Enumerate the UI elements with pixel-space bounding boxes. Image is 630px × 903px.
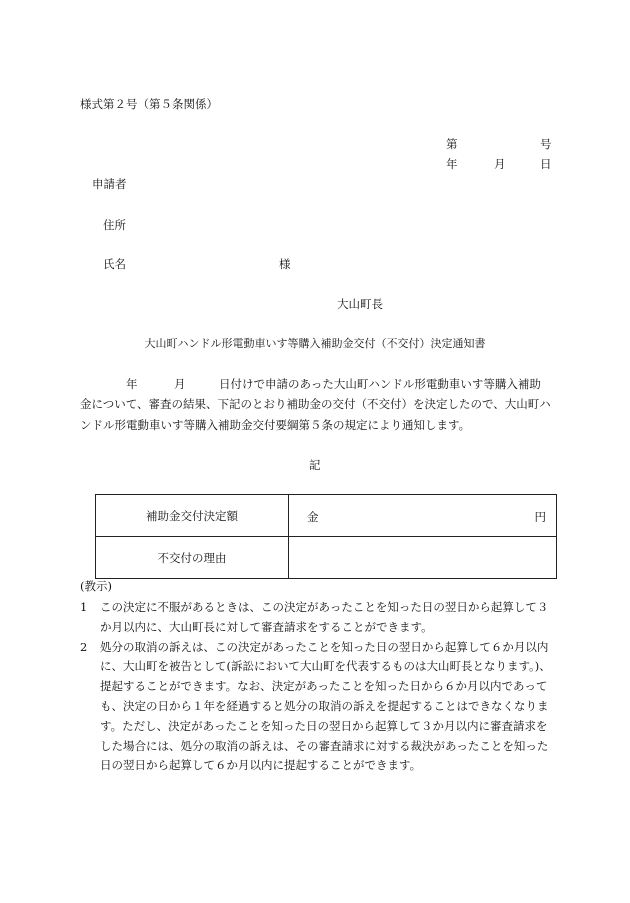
body-paragraph: 金について、審査の結果、下記のとおり補助金の交付（不交付）を決定したので、大山町ハンドル形電動車いす等購入補助金交付要綱第５条の規定により通知します。 (80, 397, 551, 432)
issuer: 大山町長 (337, 297, 383, 311)
date-day: 日 (540, 157, 552, 171)
non-grant-reason-cell (289, 537, 557, 579)
applicant-label: 申請者 (92, 177, 127, 191)
notice-number: 1 (80, 600, 88, 614)
notice-number: 2 (80, 639, 88, 654)
ki-heading: 記 (309, 458, 321, 472)
document-title: 大山町ハンドル形電動車いす等購入補助金交付（不交付）決定通知書 (144, 337, 486, 350)
date-month: 月 (494, 157, 506, 171)
name-label: 氏名 (103, 257, 126, 271)
notice-item (80, 598, 556, 638)
doc-number-prefix: 第 (446, 137, 458, 151)
date-year: 年 (446, 157, 458, 171)
body-year: 年 (126, 377, 138, 391)
non-grant-reason-label: 不交付の理由 (96, 537, 289, 579)
address-label: 住所 (103, 218, 126, 232)
kin-label: 金 (307, 510, 319, 524)
body-line1: 日付けで申請のあった大山町ハンドル形電動車いす等購入補助 (219, 377, 541, 391)
notice-text: この決定に不服があるときは、この決定があったことを知った日の翌日から起算して３か月以内に、大山町長に対して審査請求をすることができます。 (100, 600, 549, 634)
notices-list (80, 598, 556, 776)
yen-label: 円 (534, 510, 546, 524)
grant-amount-label: 補助金交付決定額 (96, 495, 289, 537)
doc-number-suffix: 号 (540, 137, 552, 151)
body-month: 月 (174, 377, 186, 391)
table-row (96, 537, 557, 579)
form-number: 様式第２号（第５条関係） (80, 97, 218, 111)
notice-text: 処分の取消の訴えは、この決定があったことを知った日の翌日から起算して６か月以内に、大山町を被告として(訴訟において大山町を代表するものは大山町長となります。)、提起することができます。なお、決定があったことを知った日から６か月以内であっても、決定の日から１年を経過すると処分の取消の訴えを提起することはできなくなります。ただし、決定があったことを知った日の翌日から起算して３か月以内に審査請求をした場合には、処分の取消の訴えは、その審査請求に対する裁決があったことを知った日の翌日から起算して６か月以内に提起することができます。 (100, 639, 551, 773)
notice-heading: (教示) (80, 579, 112, 593)
honorific: 様 (279, 257, 291, 271)
grant-amount-cell (289, 495, 557, 537)
table-row (96, 495, 557, 537)
notice-item (80, 638, 556, 777)
decision-table (95, 494, 557, 579)
